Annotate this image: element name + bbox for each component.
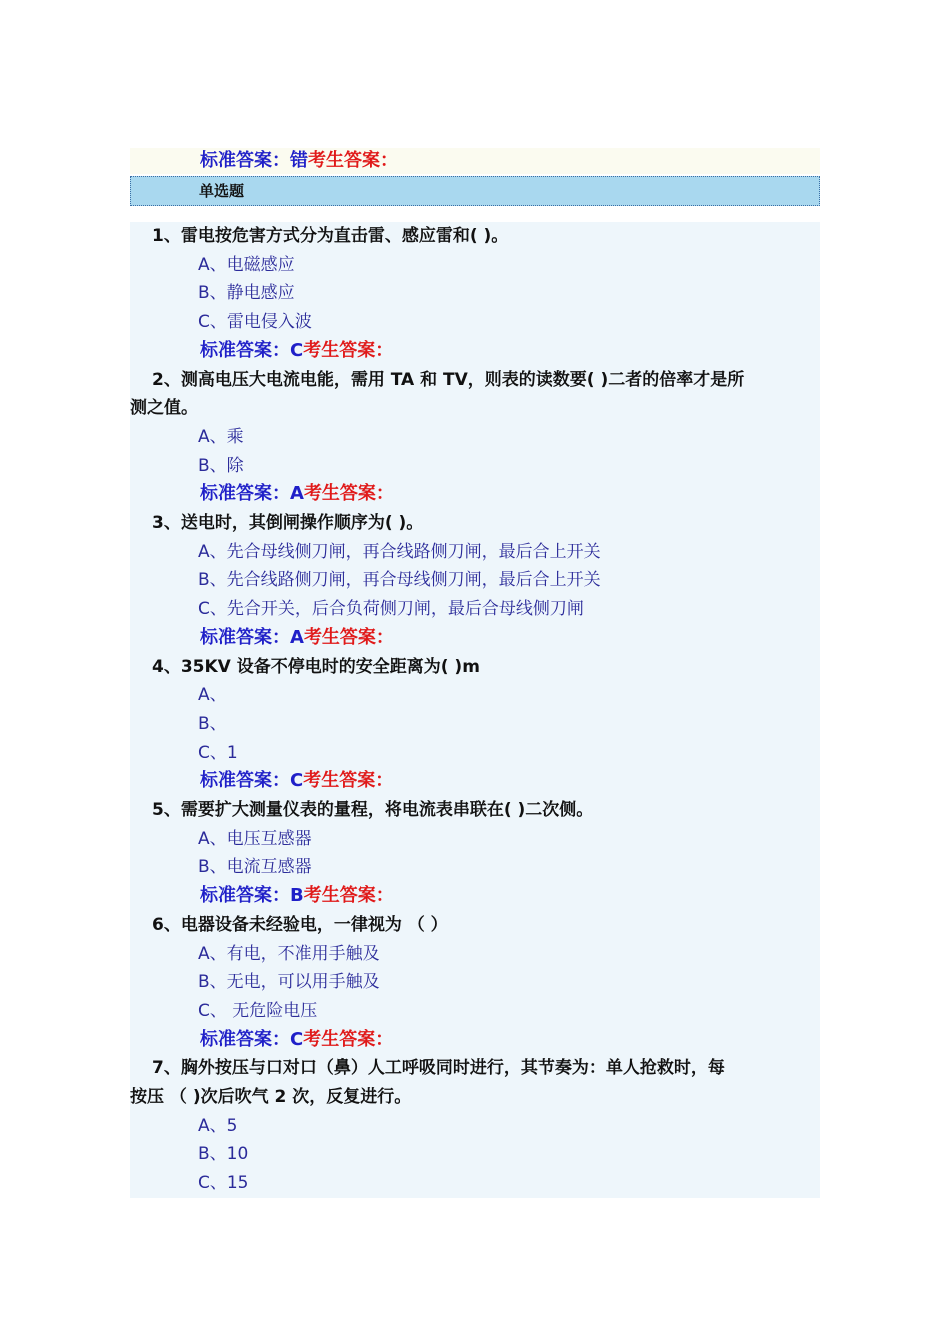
- answer-option: B、10: [198, 1144, 249, 1165]
- answer-line: [200, 480, 394, 509]
- standard-answer: 标准答案：C: [200, 339, 304, 361]
- standard-answer: 标准答案：C: [200, 1028, 304, 1050]
- answer-option: A、有电，不准用手触及: [198, 943, 380, 964]
- section-header: [130, 176, 820, 206]
- examinee-answer: 考生答案：: [303, 885, 394, 907]
- standard-answer: 标准答案：错: [200, 150, 308, 171]
- answer-option: A、电压互感器: [198, 828, 312, 849]
- question-list: [130, 222, 820, 1198]
- answer-option: B、除: [198, 455, 244, 476]
- answer-line: [200, 767, 393, 796]
- question-text: 6、电器设备未经验电，一律视为 （ ）: [152, 914, 448, 935]
- answer-option: A、电磁感应: [198, 254, 295, 275]
- answer-option: A、: [198, 685, 227, 706]
- question-text: 3、送电时，其倒闸操作顺序为( )。: [152, 513, 424, 533]
- answer-option: B、: [198, 713, 227, 734]
- answer-option: A、乘: [198, 426, 244, 447]
- question-text-continued: 按压 （ )次后吹气 2 次，反复进行。: [130, 1087, 412, 1107]
- answer-line: [200, 882, 394, 911]
- examinee-answer: 考生答案：: [303, 339, 394, 361]
- question-text: 1、雷电按危害方式分为直击雷、感应雷和( )。: [152, 226, 509, 246]
- examinee-answer: 考生答案：: [303, 770, 394, 792]
- answer-option: B、静电感应: [198, 283, 295, 304]
- question-text-continued: 测之值。: [130, 398, 198, 419]
- answer-option: A、先合母线侧刀闸，再合线路侧刀闸，最后合上开关: [198, 541, 601, 562]
- examinee-answer: 考生答案：: [303, 626, 394, 648]
- answer-option: B、无电，可以用手触及: [198, 972, 380, 993]
- answer-line: [200, 337, 393, 366]
- standard-answer: 标准答案：A: [200, 483, 304, 505]
- answer-option: A、5: [198, 1115, 238, 1136]
- examinee-answer: 考生答案：: [308, 150, 398, 171]
- answer-option: B、电流互感器: [198, 857, 312, 878]
- examinee-answer: 考生答案：: [303, 483, 394, 505]
- answer-option: C、1: [198, 742, 238, 763]
- answer-option: B、先合线路侧刀闸，再合母线侧刀闸，最后合上开关: [198, 570, 601, 591]
- question-text: 5、需要扩大测量仪表的量程，将电流表串联在( )二次侧。: [152, 800, 594, 820]
- question-text: 2、测高电压大电流电能，需用 TA 和 TV，则表的读数要( )二者的倍率才是所: [152, 369, 745, 390]
- answer-option: C、15: [198, 1173, 249, 1194]
- previous-answer-row: [130, 148, 820, 174]
- previous-answer: [200, 148, 398, 174]
- answer-line: [200, 1026, 393, 1055]
- section-title: 单选题: [199, 182, 245, 200]
- answer-option: C、 无危险电压: [198, 1000, 318, 1021]
- standard-answer: 标准答案：B: [200, 885, 304, 907]
- standard-answer: 标准答案：A: [200, 626, 304, 648]
- answer-option: C、先合开关，后合负荷侧刀闸，最后合母线侧刀闸: [198, 599, 584, 620]
- examinee-answer: 考生答案：: [303, 1028, 394, 1050]
- question-text: 4、35KV 设备不停电时的安全距离为( )m: [152, 656, 480, 677]
- answer-line: [200, 624, 394, 653]
- answer-option: C、雷电侵入波: [198, 312, 312, 333]
- standard-answer: 标准答案：C: [200, 770, 304, 792]
- question-text: 7、胸外按压与口对口（鼻）人工呼吸同时进行，其节奏为：单人抢救时，每: [152, 1058, 725, 1079]
